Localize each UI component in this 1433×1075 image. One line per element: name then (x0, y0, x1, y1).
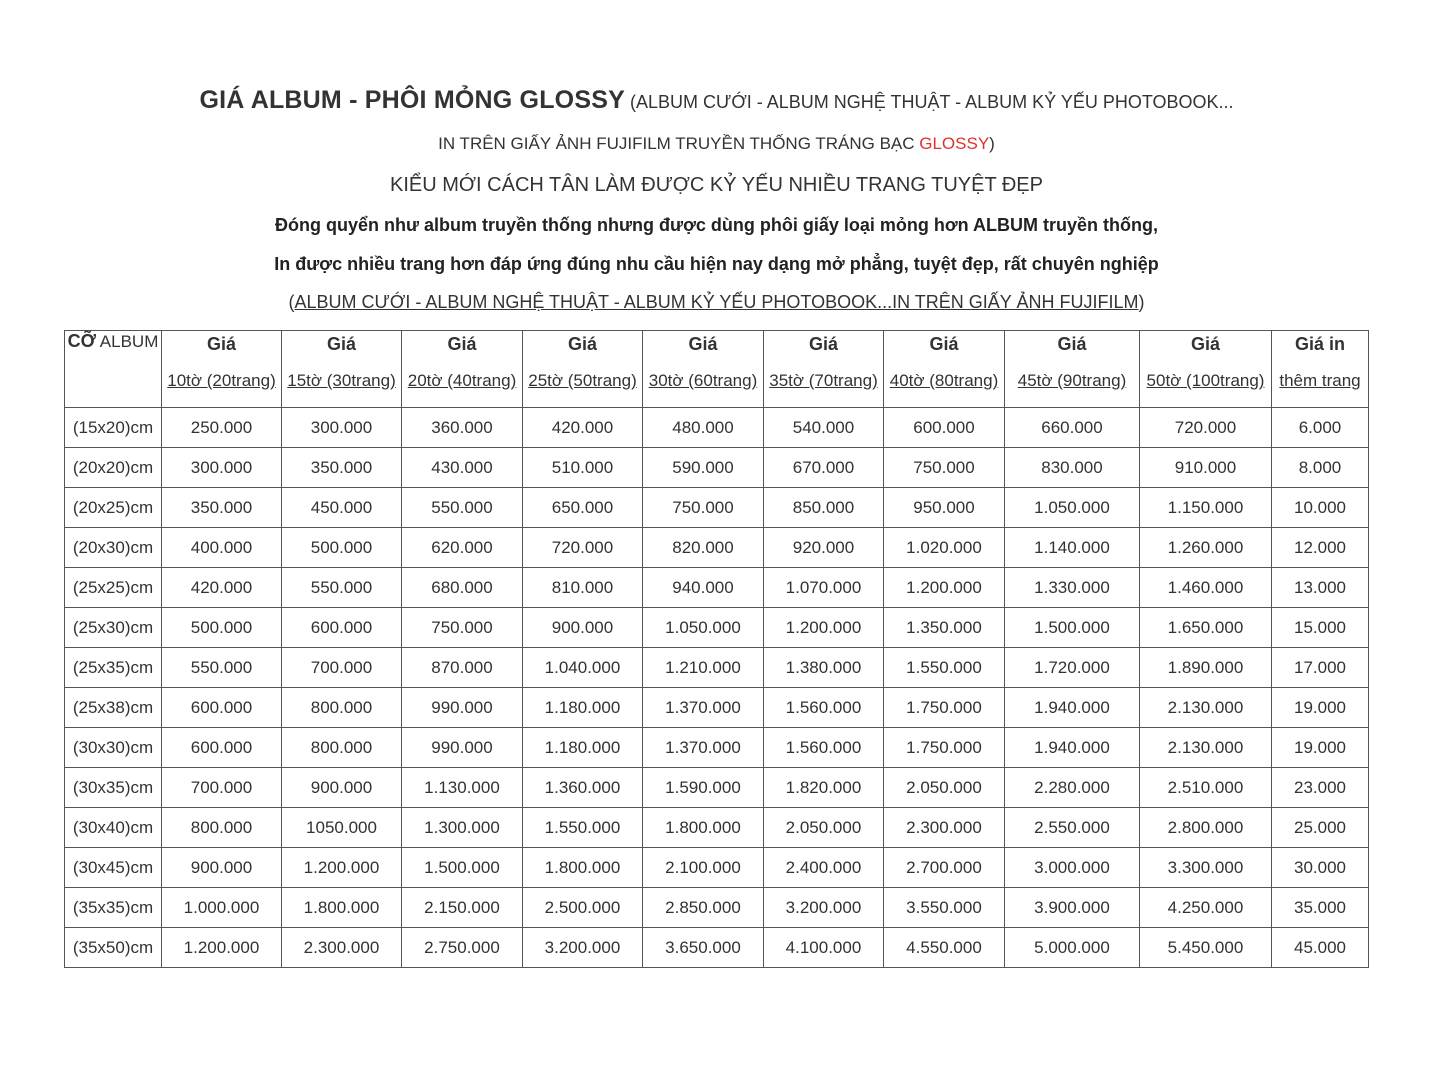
price-cell: 420.000 (523, 408, 643, 448)
price-cell: 2.150.000 (402, 888, 523, 928)
column-header-pages: 45tờ (90trang) (1017, 371, 1127, 390)
price-cell: 480.000 (643, 408, 764, 448)
price-cell: 920.000 (764, 528, 884, 568)
table-row (65, 488, 1369, 528)
column-header-top: Giá (1057, 334, 1087, 354)
price-cell: 350.000 (282, 448, 402, 488)
table-row (65, 408, 1369, 448)
table-body (65, 408, 1369, 968)
table-row (65, 568, 1369, 608)
price-cell: 550.000 (402, 488, 523, 528)
column-header-pages: 40tờ (80trang) (889, 371, 999, 390)
album-size-cell: (25x35)cm (65, 648, 162, 688)
price-cell: 870.000 (402, 648, 523, 688)
description-line-2: In được nhiều trang hơn đáp ứng đúng nhu cầu hiện nay dạng mở phẳng, tuyệt đẹp, rất chuyên nghiệp (274, 254, 1159, 274)
price-cell: 700.000 (282, 648, 402, 688)
price-cell: 1.180.000 (523, 728, 643, 768)
album-size-cell: (30x40)cm (65, 808, 162, 848)
price-cell: 350.000 (162, 488, 282, 528)
price-cell: 1.330.000 (1005, 568, 1140, 608)
price-cell: 800.000 (282, 688, 402, 728)
price-cell: 2.510.000 (1140, 768, 1272, 808)
price-cell: 700.000 (162, 768, 282, 808)
price-cell: 3.900.000 (1005, 888, 1140, 928)
price-cell: 650.000 (523, 488, 643, 528)
price-cell: 1.940.000 (1005, 688, 1140, 728)
price-column-header (162, 331, 282, 408)
column-header-pages: 25tờ (50trang) (528, 371, 637, 390)
price-cell: 1.560.000 (764, 688, 884, 728)
price-column-header (764, 331, 884, 408)
price-cell: 5.450.000 (1140, 928, 1272, 968)
price-cell: 2.850.000 (643, 888, 764, 928)
paper-text: IN TRÊN GIẤY ẢNH FUJIFILM TRUYỀN THỐNG TRÁNG BẠC (438, 134, 920, 153)
price-cell: 45.000 (1272, 928, 1369, 968)
price-column-header (402, 331, 523, 408)
album-size-cell: (25x25)cm (65, 568, 162, 608)
column-header-pages: 50tờ (100trang) (1146, 371, 1265, 390)
price-cell: 820.000 (643, 528, 764, 568)
price-cell: 750.000 (884, 448, 1005, 488)
price-cell: 2.500.000 (523, 888, 643, 928)
table-row (65, 728, 1369, 768)
album-size-cell: (30x45)cm (65, 848, 162, 888)
price-cell: 2.130.000 (1140, 688, 1272, 728)
column-header-top: Giá (206, 334, 236, 354)
price-cell: 1.360.000 (523, 768, 643, 808)
price-cell: 990.000 (402, 728, 523, 768)
price-cell: 1.200.000 (764, 608, 884, 648)
price-cell: 720.000 (523, 528, 643, 568)
column-header-top: Giá (929, 334, 959, 354)
album-size-cell: (25x30)cm (65, 608, 162, 648)
price-cell: 19.000 (1272, 728, 1369, 768)
price-cell: 2.400.000 (764, 848, 884, 888)
price-cell: 15.000 (1272, 608, 1369, 648)
price-cell: 1.050.000 (643, 608, 764, 648)
price-column-header (1140, 331, 1272, 408)
album-size-cell: (20x20)cm (65, 448, 162, 488)
album-size-cell: (35x50)cm (65, 928, 162, 968)
price-cell: 1.750.000 (884, 728, 1005, 768)
column-header-pages: 10tờ (20trang) (167, 371, 276, 390)
price-cell: 600.000 (282, 608, 402, 648)
table-row (65, 888, 1369, 928)
column-header-pages: 35tờ (70trang) (769, 371, 878, 390)
price-cell: 1.200.000 (162, 928, 282, 968)
price-cell: 1.070.000 (764, 568, 884, 608)
price-cell: 2.300.000 (884, 808, 1005, 848)
price-cell: 2.800.000 (1140, 808, 1272, 848)
price-cell: 950.000 (884, 488, 1005, 528)
price-cell: 2.050.000 (764, 808, 884, 848)
price-cell: 1.150.000 (1140, 488, 1272, 528)
price-cell: 3.650.000 (643, 928, 764, 968)
price-cell: 3.200.000 (523, 928, 643, 968)
price-cell: 1.200.000 (884, 568, 1005, 608)
price-cell: 620.000 (402, 528, 523, 568)
price-cell: 1.890.000 (1140, 648, 1272, 688)
price-cell: 19.000 (1272, 688, 1369, 728)
price-cell: 830.000 (1005, 448, 1140, 488)
price-cell: 550.000 (162, 648, 282, 688)
price-cell: 900.000 (282, 768, 402, 808)
column-header-pages: thêm trang (1279, 371, 1361, 390)
price-cell: 2.130.000 (1140, 728, 1272, 768)
price-cell: 600.000 (884, 408, 1005, 448)
price-cell: 1.000.000 (162, 888, 282, 928)
price-cell: 25.000 (1272, 808, 1369, 848)
title-subtitle: (ALBUM CƯỚI - ALBUM NGHỆ THUẬT - ALBUM KỶ YẾU PHOTOBOOK... (624, 92, 1234, 112)
price-cell: 940.000 (643, 568, 764, 608)
price-cell: 2.100.000 (643, 848, 764, 888)
price-cell: 900.000 (523, 608, 643, 648)
album-size-cell: (20x30)cm (65, 528, 162, 568)
price-cell: 6.000 (1272, 408, 1369, 448)
price-cell: 1.750.000 (884, 688, 1005, 728)
table-row (65, 648, 1369, 688)
price-column-header (1272, 331, 1369, 408)
price-cell: 540.000 (764, 408, 884, 448)
price-cell: 3.550.000 (884, 888, 1005, 928)
style-line: KIỂU MỚI CÁCH TÂN LÀM ĐƯỢC KỶ YẾU NHIỀU TRANG TUYỆT ĐẸP (390, 174, 1043, 196)
description-line-1: Đóng quyển như album truyền thống nhưng được dùng phôi giấy loại mỏng hơn ALBUM truyền thống, (275, 215, 1158, 235)
price-cell: 1.350.000 (884, 608, 1005, 648)
price-cell: 17.000 (1272, 648, 1369, 688)
column-header-pages: 20tờ (40trang) (407, 371, 517, 390)
price-cell: 2.550.000 (1005, 808, 1140, 848)
table-row (65, 448, 1369, 488)
table-row (65, 808, 1369, 848)
price-cell: 2.750.000 (402, 928, 523, 968)
album-size-cell: (35x35)cm (65, 888, 162, 928)
price-cell: 1.590.000 (643, 768, 764, 808)
price-cell: 1.300.000 (402, 808, 523, 848)
price-cell: 900.000 (162, 848, 282, 888)
price-cell: 2.300.000 (282, 928, 402, 968)
price-cell: 1.800.000 (643, 808, 764, 848)
column-header-top: Giá (688, 334, 718, 354)
price-cell: 1.200.000 (282, 848, 402, 888)
column-header-pages: 15tờ (30trang) (287, 371, 396, 390)
price-cell: 810.000 (523, 568, 643, 608)
price-cell: 1.140.000 (1005, 528, 1140, 568)
price-cell: 5.000.000 (1005, 928, 1140, 968)
price-cell: 750.000 (402, 608, 523, 648)
page-title: GIÁ ALBUM - PHÔI MỎNG GLOSSY (199, 86, 625, 114)
price-cell: 8.000 (1272, 448, 1369, 488)
price-cell: 35.000 (1272, 888, 1369, 928)
price-cell: 1.550.000 (523, 808, 643, 848)
price-cell: 1.180.000 (523, 688, 643, 728)
table-row (65, 928, 1369, 968)
price-cell: 1.560.000 (764, 728, 884, 768)
price-column-header (884, 331, 1005, 408)
price-cell: 3.300.000 (1140, 848, 1272, 888)
table-row (65, 528, 1369, 568)
price-cell: 1.460.000 (1140, 568, 1272, 608)
price-cell: 680.000 (402, 568, 523, 608)
price-cell: 450.000 (282, 488, 402, 528)
price-cell: 430.000 (402, 448, 523, 488)
column-header-top: Giá (1190, 334, 1220, 354)
price-cell: 1.370.000 (643, 688, 764, 728)
category-line (0, 292, 1433, 313)
price-cell: 720.000 (1140, 408, 1272, 448)
price-column-header (282, 331, 402, 408)
price-cell: 600.000 (162, 688, 282, 728)
price-column-header (643, 331, 764, 408)
price-cell: 4.250.000 (1140, 888, 1272, 928)
price-cell: 10.000 (1272, 488, 1369, 528)
price-cell: 300.000 (162, 448, 282, 488)
price-cell: 250.000 (162, 408, 282, 448)
category-link[interactable]: ALBUM CƯỚI - ALBUM NGHỆ THUẬT - ALBUM KỶ YẾU PHOTOBOOK...IN TRÊN GIẤY ẢNH FUJIFILM (294, 292, 1139, 312)
column-header-top: Giá (447, 334, 477, 354)
price-column-header (523, 331, 643, 408)
price-cell: 1.040.000 (523, 648, 643, 688)
price-cell: 750.000 (643, 488, 764, 528)
price-cell: 910.000 (1140, 448, 1272, 488)
price-cell: 2.050.000 (884, 768, 1005, 808)
price-cell: 590.000 (643, 448, 764, 488)
price-cell: 1050.000 (282, 808, 402, 848)
price-cell: 660.000 (1005, 408, 1140, 448)
table-row (65, 768, 1369, 808)
price-cell: 1.380.000 (764, 648, 884, 688)
price-cell: 420.000 (162, 568, 282, 608)
price-cell: 1.800.000 (523, 848, 643, 888)
price-cell: 4.100.000 (764, 928, 884, 968)
price-cell: 1.370.000 (643, 728, 764, 768)
price-cell: 500.000 (282, 528, 402, 568)
price-cell: 500.000 (162, 608, 282, 648)
price-cell: 1.940.000 (1005, 728, 1140, 768)
album-size-cell: (25x38)cm (65, 688, 162, 728)
table-row (65, 608, 1369, 648)
price-cell: 1.260.000 (1140, 528, 1272, 568)
size-header-rest: ALBUM (96, 332, 159, 351)
price-table (64, 330, 1369, 968)
category-close-paren: ) (1138, 292, 1145, 312)
album-size-cell: (20x25)cm (65, 488, 162, 528)
column-header-top: Giá (326, 334, 356, 354)
price-cell: 1.020.000 (884, 528, 1005, 568)
price-cell: 4.550.000 (884, 928, 1005, 968)
category-open-paren: ( (288, 292, 295, 312)
price-cell: 1.130.000 (402, 768, 523, 808)
paper-text-end: ) (989, 134, 995, 153)
price-cell: 23.000 (1272, 768, 1369, 808)
price-cell: 670.000 (764, 448, 884, 488)
price-cell: 400.000 (162, 528, 282, 568)
paper-line (0, 134, 1433, 154)
price-cell: 550.000 (282, 568, 402, 608)
price-cell: 1.210.000 (643, 648, 764, 688)
price-cell: 800.000 (162, 808, 282, 848)
price-cell: 990.000 (402, 688, 523, 728)
price-cell: 1.720.000 (1005, 648, 1140, 688)
glossy-highlight: GLOSSY (919, 134, 990, 153)
price-cell: 360.000 (402, 408, 523, 448)
album-size-cell: (30x35)cm (65, 768, 162, 808)
price-cell: 300.000 (282, 408, 402, 448)
price-cell: 12.000 (1272, 528, 1369, 568)
price-cell: 600.000 (162, 728, 282, 768)
album-size-cell: (30x30)cm (65, 728, 162, 768)
table-row (65, 848, 1369, 888)
table-header-row (65, 331, 1369, 408)
price-cell: 1.050.000 (1005, 488, 1140, 528)
column-header-pages: 30tờ (60trang) (648, 371, 758, 390)
price-cell: 2.280.000 (1005, 768, 1140, 808)
table-row (65, 688, 1369, 728)
price-cell: 13.000 (1272, 568, 1369, 608)
price-cell: 800.000 (282, 728, 402, 768)
price-cell: 3.000.000 (1005, 848, 1140, 888)
price-cell: 850.000 (764, 488, 884, 528)
column-header-top: Giá (567, 334, 597, 354)
price-cell: 1.500.000 (1005, 608, 1140, 648)
price-cell: 30.000 (1272, 848, 1369, 888)
column-header-top: Giá in (1294, 334, 1345, 354)
album-size-cell: (15x20)cm (65, 408, 162, 448)
price-cell: 1.820.000 (764, 768, 884, 808)
price-cell: 3.200.000 (764, 888, 884, 928)
price-cell: 2.700.000 (884, 848, 1005, 888)
price-column-header (1005, 331, 1140, 408)
price-cell: 1.650.000 (1140, 608, 1272, 648)
price-cell: 1.550.000 (884, 648, 1005, 688)
column-header-top: Giá (808, 334, 838, 354)
price-cell: 1.800.000 (282, 888, 402, 928)
title-line (0, 86, 1433, 115)
size-header-bold: CỠ (67, 331, 96, 351)
size-column-header (65, 331, 162, 408)
price-cell: 510.000 (523, 448, 643, 488)
price-cell: 1.500.000 (402, 848, 523, 888)
